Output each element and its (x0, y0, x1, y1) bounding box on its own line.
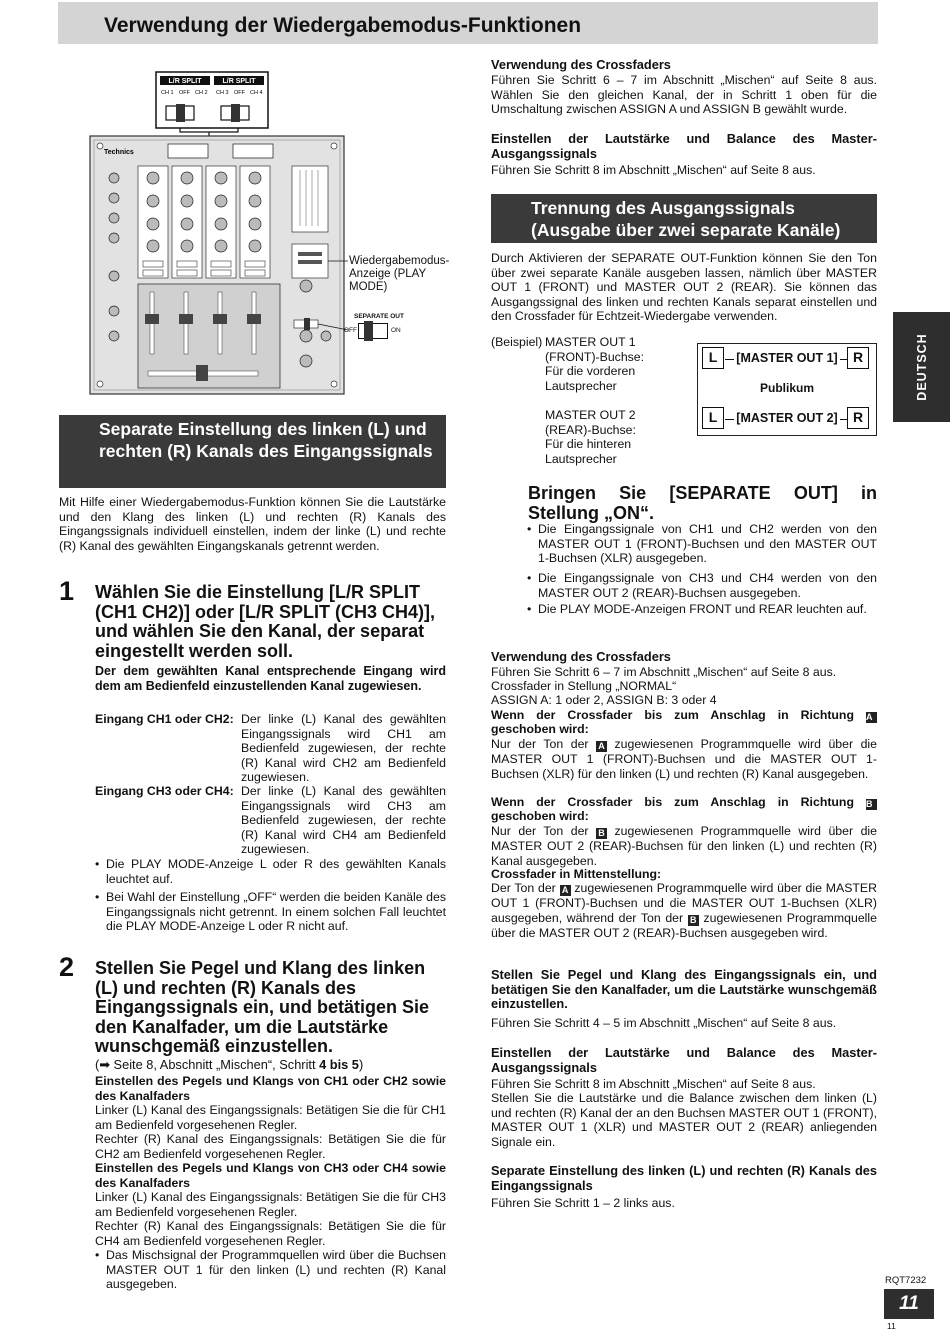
page-number: 11 (884, 1289, 934, 1319)
pegel-text: Führen Sie Schritt 4 – 5 im Abschnitt „Mischen“ auf Seite 8 aus. (491, 1016, 837, 1030)
ch4-label: CH 4 (250, 90, 263, 96)
beispiel-label: (Beispiel) (491, 335, 543, 349)
step2-reference: (➡ Seite 8, Abschnitt „Mischen“, Schritt 4 bis 5) (95, 1057, 364, 1072)
page-number-small: 11 (887, 1321, 896, 1331)
ch1-label: CH 1 (161, 90, 174, 96)
bullet-mix-signal: • Das Mischsignal der Programmquellen wird über die Buchsen MASTER OUT 1 für den linken (L) und rechten (R) Kanal ausgegeben. (106, 1248, 446, 1292)
ch12-left-text: Linker (L) Kanal des Eingangssignals: Betätigen Sie die für CH1 am Bedienfeld vorgesehenen Regler. (95, 1103, 446, 1132)
language-tab (893, 312, 950, 422)
lr-split-label-2: L/R SPLIT (222, 78, 256, 85)
lr-split-label-1: L/R SPLIT (168, 78, 202, 85)
diag-audience: Publikum (759, 381, 814, 395)
diag-rear-r: R (847, 407, 869, 429)
crossfader-2-line2: Crossfader in Stellung „NORMAL“ (491, 679, 677, 693)
heading-direction-b: Wenn der Crossfader bis zum Anschlag in Richtung B (491, 795, 877, 810)
center-position-text: Der Ton der A zugewiesenen Programmquelle wird über die MASTER OUT 1 (FRONT)-Buchsen und die MASTER OUT 1-Buchsen (XLR) ausgegeben, während der Ton der B zugewiesenen Programmquelle über die MASTER OUT 2 (REAR)-Buchsen ausgegeben wird. (491, 881, 877, 940)
bullet-play-mode-indicators: • Die PLAY MODE-Anzeigen FRONT und REAR leuchten auf. (538, 602, 877, 617)
separate-out-step-title: Bringen Sie [SEPARATE OUT] in Stellung „ON“. (528, 483, 877, 523)
heading-master-1: Einstellen der Lautstärke und Balance des Master-Ausgangssignals (491, 131, 877, 161)
diag-front-l: L (702, 347, 724, 369)
master-out-2-desc: MASTER OUT 2 (REAR)-Buchse: Für die hinteren Lautsprecher (545, 408, 636, 466)
letter-a-icon: A (866, 712, 877, 723)
crossfader-2-line3: ASSIGN A: 1 oder 2, ASSIGN B: 3 oder 4 (491, 693, 717, 707)
crossfader-2-line1: Führen Sie Schritt 6 – 7 im Abschnitt „Mischen“ auf Seite 8 aus. (491, 665, 837, 679)
heading-crossfader-2: Verwendung des Crossfaders (491, 649, 671, 664)
bullet-off-setting: • Bei Wahl der Einstellung „OFF“ werden die beiden Kanäle des Eingangssignals nicht getrennt. In einem solchen Fall leuchtet die PLAY MODE-Anzeige L oder R nicht auf. (106, 890, 446, 934)
mixer-illustration (88, 66, 348, 396)
master-out-1-desc: MASTER OUT 1 (FRONT)-Buchse: Für die vorderen Lautsprecher (545, 335, 645, 393)
direction-a-text: Nur der Ton der A zugewiesenen Programmquelle wird über die MASTER OUT 1 (FRONT)-Buchsen und die MASTER OUT 1-Buchsen (XLR) für den linken (L) und rechten (R) Kanal ausgegeben. (491, 737, 877, 781)
diag-master-out-2: [MASTER OUT 2] (736, 411, 838, 425)
heading-pegel: Stellen Sie Pegel und Klang des Eingangssignals ein, und betätigen Sie den Kanalfader, um die Lautstärke wunschgemäß einzustellen. (491, 967, 877, 1011)
bullet-ch34-output: • Die Eingangssignale von CH3 und CH4 werden von den MASTER OUT 2 (REAR)-Buchsen ausgegeben. (538, 571, 877, 600)
diag-rear-l: L (702, 407, 724, 429)
heading-ch12: Einstellen des Pegels und Klangs von CH1 oder CH2 sowie des Kanalfaders (95, 1074, 446, 1103)
step1-title: Wählen Sie die Einstellung [L/R SPLIT (CH1 CH2)] oder [L/R SPLIT (CH3 CH4)], und wählen Sie den Kanal, der separat eingestellt werden soll. (95, 582, 436, 661)
heading-direction-b-2: geschoben wird: (491, 809, 589, 823)
direction-b-text: Nur der Ton der B zugewiesenen Programmquelle wird über die MASTER OUT 2 (REAR)-Buchsen für den linken (L) und rechten (R) Kanal ausgegeben. (491, 824, 877, 868)
off1-label: OFF (179, 90, 190, 96)
eingang-ch34-label: Eingang CH3 oder CH4: (95, 784, 234, 798)
off2-label: OFF (234, 90, 245, 96)
brand-logo: Technics (104, 149, 134, 156)
master-1-text: Führen Sie Schritt 8 im Abschnitt „Mischen“ auf Seite 8 aus. (491, 163, 816, 177)
left-section-title: Separate Einstellung des linken (L) und rechten (R) Kanals des Eingangssignals (99, 419, 433, 461)
heading-direction-a-2: geschoben wird: (491, 722, 589, 736)
letter-b-icon: B (866, 799, 877, 810)
title-bar (58, 2, 878, 44)
eingang-ch34-text: Der linke (L) Kanal des gewählten Eingangssignals wird CH3 am Bedienfeld zugewiesen, der rechte (R) Kanal wird CH4 am Bedienfeld zugewiesen. (241, 784, 446, 856)
ch2-label: CH 2 (195, 90, 208, 96)
letter-b-icon: B (688, 915, 699, 926)
language-tab-label: DEUTSCH (914, 333, 929, 401)
page-title: Verwendung der Wiedergabemodus-Funktionen (104, 14, 582, 37)
master-2-line1: Führen Sie Schritt 8 im Abschnitt „Mischen“ auf Seite 8 aus. (491, 1077, 816, 1091)
right-section-title: Trennung des Ausgangssignals (Ausgabe über zwei separate Kanäle) (531, 198, 841, 240)
diag-master-out-1: [MASTER OUT 1] (736, 351, 838, 365)
heading-center-position: Crossfader in Mittenstellung: (491, 867, 662, 881)
doc-code: RQT7232 (885, 1275, 927, 1286)
speaker-diagram (697, 343, 877, 436)
bullet-ch12-output: • Die Eingangssignale von CH1 und CH2 werden von den MASTER OUT 1 (FRONT)-Buchsen und den MASTER OUT 1-Buchsen (XLR) ausgegeben. (538, 522, 877, 566)
right-intro: Durch Aktivieren der SEPARATE OUT-Funktion können Sie den Ton über zwei separate Kanäle ausgeben lassen, nämlich über MASTER OUT 1 (FRONT) und MASTER OUT 2 (REAR). Sie können das Ausgangssignal des linken und rechten Kanals separat einstellen und den Crossfader für Echtzeit-Wiedergabe verwenden. (491, 251, 877, 323)
bullet-play-mode: • Die PLAY MODE-Anzeige L oder R des gewählten Kanals leuchtet auf. (106, 857, 446, 886)
step2-title: Stellen Sie Pegel und Klang des linken (L) und rechten (R) Kanals des Eingangssignals ein, und betätigen Sie den Kanalfader, um die Lautstärke wunschgemäß einzustellen. (95, 958, 430, 1056)
left-section-header (59, 415, 446, 488)
heading-direction-a: Wenn der Crossfader bis zum Anschlag in Richtung A (491, 708, 877, 723)
heading-separate-input: Separate Einstellung des linken (L) und rechten (R) Kanals des Eingangssignals (491, 1163, 877, 1193)
diag-front-r: R (847, 347, 869, 369)
step1-subtitle: Der dem gewählten Kanal entsprechende Eingang wird dem am Bedienfeld einzustellenden Kanal zugewiesen. (95, 664, 446, 693)
callout-play-mode: Wiedergabemodus- Anzeige (PLAY MODE) (349, 255, 450, 293)
heading-master-2: Einstellen der Lautstärke und Balance des Master-Ausgangssignals (491, 1045, 877, 1075)
right-section-header (491, 194, 877, 243)
letter-a-icon: A (596, 741, 607, 752)
separate-out-label: SEPARATE OUT (354, 313, 404, 320)
master-2-line2: Stellen Sie die Lautstärke und die Balance zwischen dem linken (L) und rechten (R) Kanal der an den Buchsen MASTER OUT 1 (FRONT), MASTER OUT 1 (XLR) und MASTER OUT 2 (REAR) anliegenden Signale ein. (491, 1091, 877, 1149)
separate-out-switch-figure (340, 313, 430, 343)
heading-crossfader-1: Verwendung des Crossfaders (491, 57, 671, 72)
ch34-left-text: Linker (L) Kanal des Eingangssignals: Betätigen Sie die für CH3 am Bedienfeld vorgesehenen Regler. (95, 1190, 446, 1219)
ch12-right-text: Rechter (R) Kanal des Eingangssignals: Betätigen Sie die für CH2 am Bedienfeld vorgesehenen Regler. (95, 1132, 446, 1161)
left-intro: Mit Hilfe einer Wiedergabemodus-Funktion können Sie die Lautstärke und den Klang des linken (L) und rechten (R) Kanals des Eingangssignals individuell einstellen, indem der linke (L) und rechte (R) Kanal des gewählten Eingangskanals getrennt werden. (59, 495, 446, 553)
eingang-ch12-label: Eingang CH1 oder CH2: (95, 712, 234, 726)
heading-ch34: Einstellen des Pegels und Klangs von CH3 oder CH4 sowie des Kanalfaders (95, 1161, 446, 1190)
switch-on-label: ON (391, 327, 401, 334)
letter-b-icon: B (596, 828, 607, 839)
ch3-label: CH 3 (216, 90, 229, 96)
ch34-right-text: Rechter (R) Kanal des Eingangssignals: Betätigen Sie die für CH4 am Bedienfeld vorgesehenen Regler. (95, 1219, 446, 1248)
step2-number: 2 (59, 952, 75, 982)
letter-a-icon: A (560, 885, 571, 896)
separate-input-text: Führen Sie Schritt 1 – 2 links aus. (491, 1196, 675, 1210)
switch-off-label: OFF (344, 327, 357, 334)
eingang-ch12-text: Der linke (L) Kanal des gewählten Eingangssignals wird CH1 am Bedienfeld zugewiesen, der rechte (R) Kanal wird CH2 am Bedienfeld zugewiesen. (241, 712, 446, 784)
crossfader-1-text: Führen Sie Schritt 6 – 7 im Abschnitt „Mischen“ auf Seite 8 aus. Wählen Sie den gleichen Kanal, der in Schritt 1 oben für die Umschaltung zwischen ASSIGN A und ASSIGN B gewählt wurde. (491, 73, 877, 116)
step1-number: 1 (59, 576, 75, 606)
